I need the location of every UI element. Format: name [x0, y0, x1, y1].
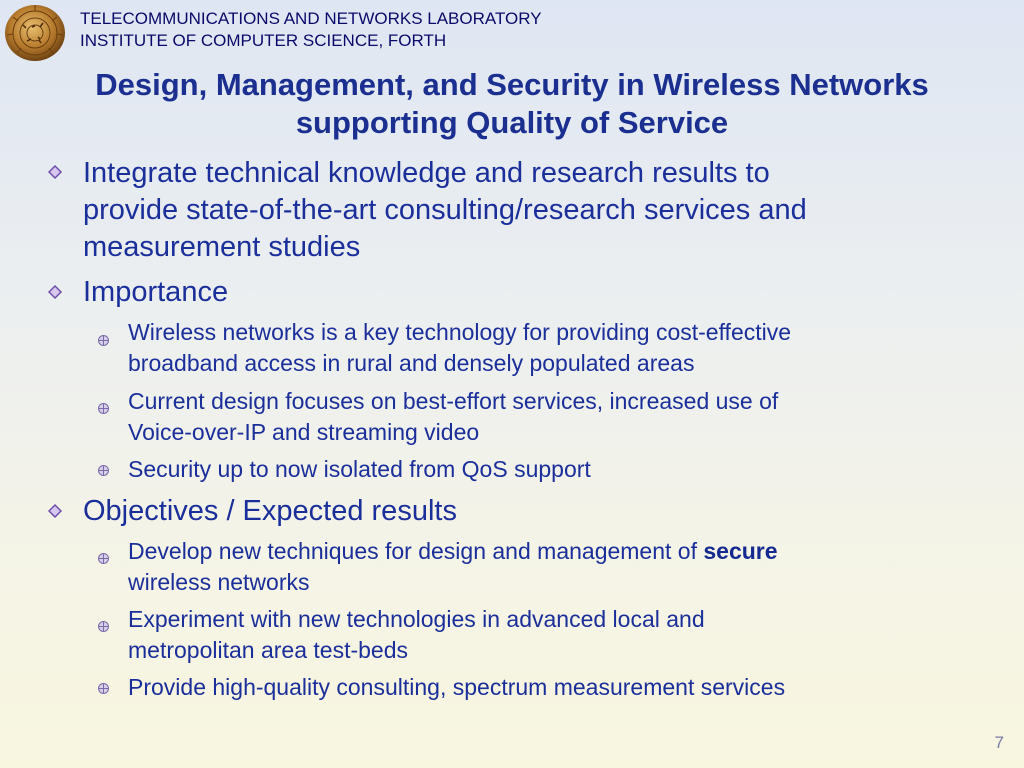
diamond-bullet-icon	[48, 165, 62, 179]
emphasis-secure: secure	[703, 538, 778, 564]
sub-bullet-consulting: Provide high-quality consulting, spectrum measurement services	[128, 674, 786, 700]
circle-bullet-icon	[98, 621, 109, 632]
page-number: 7	[994, 733, 1004, 752]
slide-title	[0, 66, 1024, 142]
slide-title-line1: Design, Management, and Security in Wireless Networks	[95, 67, 929, 102]
sub-bullet-wireless: Wireless networks is a key technology for providing cost-effective broadband access in rural and densely populated areas	[128, 319, 792, 376]
bullet-integrate: Integrate technical knowledge and research results to provide state-of-the-art consulting/research services and measurement studies	[83, 157, 807, 263]
sub-bullet-develop: Develop new techniques for design and management of secure wireless networks	[128, 538, 778, 595]
bullet-objectives: Objectives / Expected results	[83, 495, 457, 527]
sub-bullet-security: Security up to now isolated from QoS support	[128, 456, 591, 482]
diamond-bullet-icon	[48, 285, 62, 299]
circle-bullet-icon	[98, 335, 109, 346]
circle-bullet-icon	[98, 553, 109, 564]
circle-bullet-icon	[98, 683, 109, 694]
sub-bullet-experiment: Experiment with new technologies in advanced local and metropolitan area test-beds	[128, 606, 705, 663]
header-institute-name: INSTITUTE OF COMPUTER SCIENCE, FORTH	[80, 31, 447, 50]
lab-header	[80, 8, 542, 52]
slide-title-line2: supporting Quality of Service	[295, 105, 729, 140]
diamond-bullet-icon	[48, 504, 62, 518]
header-lab-name: TELECOMMUNICATIONS AND NETWORKS LABORATORY	[80, 9, 542, 28]
bullet-importance: Importance	[83, 276, 229, 308]
circle-bullet-icon	[98, 465, 109, 476]
circle-bullet-icon	[98, 403, 109, 414]
sub-bullet-current-design: Current design focuses on best-effort services, increased use of Voice-over-IP and streaming video	[128, 388, 779, 445]
phaistos-disc-icon	[3, 3, 67, 63]
